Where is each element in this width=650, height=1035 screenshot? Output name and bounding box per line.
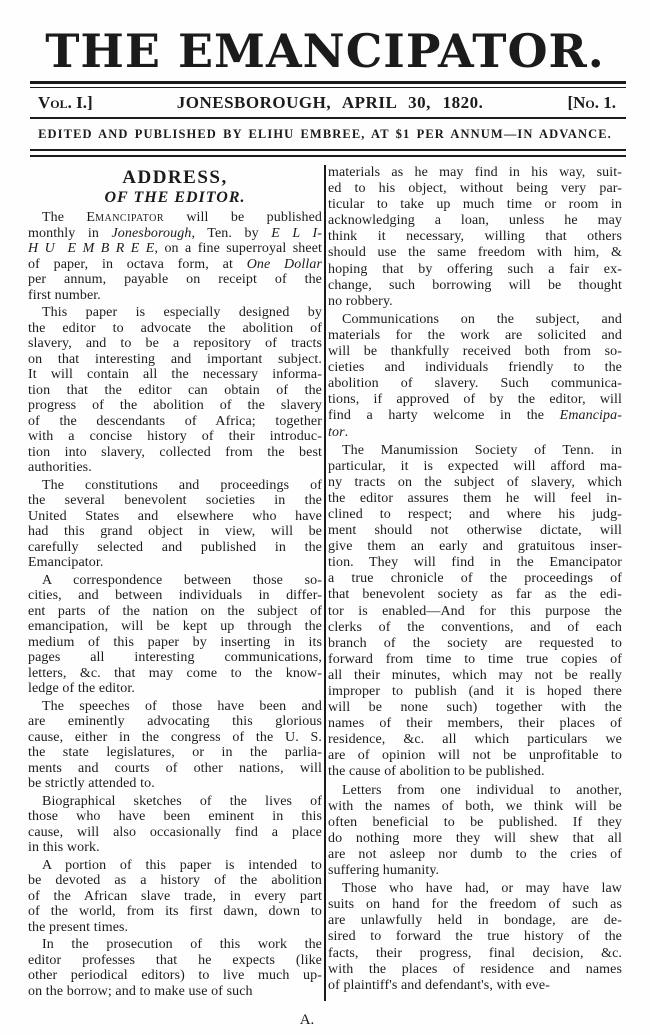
text-line: A correspondence between those so- bbox=[42, 572, 322, 588]
text-line: facts, their progress, final decision, &c. bbox=[328, 945, 622, 961]
text-line: be strictly attended to. bbox=[28, 776, 155, 791]
text-line: forward from time to time true copies of bbox=[328, 651, 622, 667]
text-line: materials for the work are solicited and bbox=[328, 327, 622, 343]
text-line: the several benevolent societies in the bbox=[28, 493, 322, 508]
text-line: pages all interesting communications, bbox=[28, 650, 322, 665]
paragraph bbox=[328, 312, 622, 441]
text-line: A portion of this paper is intended to bbox=[42, 857, 322, 873]
text-line: find a harty welcome in the Emancipa- bbox=[328, 408, 622, 424]
text-line: particular, it is expected will afford ma- bbox=[328, 458, 622, 474]
paragraph bbox=[328, 165, 622, 310]
text-line: tor. bbox=[328, 424, 349, 440]
text-line: in this work. bbox=[28, 840, 100, 855]
text-line: tion into slavery, collected from the best bbox=[28, 444, 322, 460]
paragraph bbox=[28, 210, 322, 303]
text-line: H U E M B R E E, on a fine superroyal sheet bbox=[28, 241, 322, 256]
article-body bbox=[28, 165, 626, 1001]
text-line: are unlawfully held in bondage, are de- bbox=[328, 913, 622, 929]
text-line: residence, &c. all which particulars we bbox=[328, 732, 622, 748]
text-line: first number. bbox=[28, 287, 101, 303]
volume-label: Vol. I.] bbox=[38, 93, 93, 112]
text-line: per annum, payable on receipt of the bbox=[28, 272, 322, 287]
text-line: often beneficial to be published. If they bbox=[328, 814, 622, 830]
text-line: of the world, from its first dawn, down to bbox=[28, 904, 322, 919]
text-line: hoping that by offering such a fair ex- bbox=[328, 261, 622, 277]
text-line: other periodical editors) to live much up- bbox=[28, 968, 322, 983]
issue-label: [No. 1. bbox=[567, 93, 616, 112]
text-line: had this grand object in view, will be bbox=[28, 524, 322, 539]
text-line: those who have been eminent in this bbox=[28, 809, 322, 824]
masthead-rule bbox=[30, 81, 626, 88]
text-line: medium of this paper by inserting in its bbox=[28, 634, 322, 650]
text-line: cause, will also occasionally find a place bbox=[28, 824, 322, 840]
text-line: monthly in Jonesborough, Ten. by E L I- bbox=[28, 225, 322, 241]
text-line: a true chronicle of the proceedings of bbox=[328, 571, 622, 587]
text-line: In the prosecution of this work the bbox=[42, 937, 322, 952]
text-line: tor is enabled—And for this purpose the bbox=[328, 603, 622, 619]
text-line: emancipation, will be kept up through the bbox=[28, 619, 322, 634]
text-line: Those who have had, or may have law bbox=[342, 881, 622, 897]
text-line: abolition of slavery. Such communica- bbox=[328, 376, 622, 392]
dateline bbox=[38, 93, 616, 113]
text-line: cause, either in the congress of the U. S. bbox=[28, 729, 322, 745]
paragraph bbox=[28, 699, 322, 792]
text-line: are not asleep nor dumb to the cries of bbox=[328, 846, 622, 862]
text-line: clined to respect; and where his judg- bbox=[328, 506, 622, 522]
text-line: The Emancipator will be published bbox=[42, 210, 322, 225]
text-line: ledge of the editor. bbox=[28, 681, 135, 696]
right-column bbox=[328, 165, 622, 1001]
text-line: ed to his object, without being very par- bbox=[328, 181, 622, 197]
text-line: Communications on the subject, and bbox=[342, 311, 622, 327]
text-line: should use the same freedom with him, & bbox=[328, 245, 622, 261]
text-line: are eminently advocating this glorious bbox=[28, 714, 322, 729]
paragraph bbox=[328, 783, 622, 880]
text-line: clerks of the conventions, and of each bbox=[328, 619, 622, 635]
text-line: will be none such) together with the bbox=[328, 700, 622, 716]
text-line: change, such borrowing will be thought bbox=[328, 277, 622, 293]
text-line: suits on hand for the freedom of such as bbox=[328, 897, 622, 913]
paragraph bbox=[28, 573, 322, 697]
text-line: do nothing more they will shew that all bbox=[328, 830, 622, 846]
paragraph bbox=[328, 443, 622, 781]
text-line: tions, if approved of by the editor, will bbox=[328, 392, 622, 408]
text-line: Biographical sketches of the lives of bbox=[42, 793, 322, 809]
signature-mark: A. bbox=[299, 1012, 315, 1028]
paragraph bbox=[328, 881, 622, 994]
text-line: on the borrow; and to make use of such bbox=[28, 983, 253, 999]
text-line: the editor assures them he will feel in- bbox=[328, 490, 622, 506]
text-line: are of opinion will not be unprofitable to bbox=[328, 748, 622, 764]
text-line: with the names of both, we think will be bbox=[328, 798, 622, 814]
text-line: think it necessary, willing that others bbox=[328, 229, 622, 245]
paragraph bbox=[28, 305, 322, 476]
text-line: carefully selected and published in the bbox=[28, 539, 322, 555]
text-line: all their minutes, which may not be really bbox=[328, 667, 622, 683]
text-line: the state legislatures, or in the parlia- bbox=[28, 745, 322, 760]
text-line: tion. They will find in the Emancipator bbox=[328, 555, 622, 571]
header-rule bbox=[30, 149, 626, 157]
text-line: authorities. bbox=[28, 460, 92, 475]
masthead-title: THE EMANCIPATOR. bbox=[45, 24, 605, 78]
paragraph bbox=[28, 478, 322, 571]
text-line: This paper is especially designed by bbox=[42, 305, 322, 320]
text-line: will be thankfully received both from so- bbox=[328, 344, 622, 360]
imprint-line: EDITED AND PUBLISHED BY ELIHU EMBREE, AT $1 PER ANNUM—IN ADVANCE. bbox=[38, 127, 612, 141]
text-line: United States and elsewhere who have bbox=[28, 508, 322, 524]
text-line: be devoted as a history of the abolition bbox=[28, 873, 322, 888]
text-line: acknowledging a loan, unless he may bbox=[328, 213, 622, 229]
text-line: The speeches of those have been and bbox=[42, 698, 322, 714]
text-line: improper to publish (and it is hoped there bbox=[328, 684, 622, 699]
text-line: of the African slave trade, in every part bbox=[28, 888, 322, 904]
text-line: of paper, in octava form, at One Dollar bbox=[28, 256, 322, 272]
paragraph bbox=[28, 937, 322, 999]
text-line: Emancipator. bbox=[28, 555, 104, 570]
text-line: The Manumission Society of Tenn. in bbox=[342, 442, 622, 458]
text-line: give them an early and gratuitous inser- bbox=[328, 539, 622, 555]
text-line: editor professes that he expects (like bbox=[28, 952, 322, 968]
text-line: tion that the editor can obtain of the bbox=[28, 382, 322, 398]
text-line: names of their members, their places of bbox=[328, 716, 622, 732]
dateline-rule bbox=[30, 117, 626, 119]
text-line: branch of the society are requested to bbox=[328, 635, 622, 651]
text-line: progress of the abolition of the slavery bbox=[28, 398, 322, 413]
text-line: that benevolent society as far as the edi- bbox=[328, 587, 622, 603]
text-line: letters, &c. that may come to the know- bbox=[28, 665, 322, 681]
text-line: the editor to advocate the abolition of bbox=[28, 320, 322, 336]
dateline-center: JONESBOROUGH, APRIL 30, 1820. bbox=[176, 93, 484, 112]
paragraph bbox=[28, 858, 322, 936]
text-line: The constitutions and proceedings of bbox=[42, 477, 322, 493]
text-line: ment should not otherwise dictate, will bbox=[328, 523, 622, 539]
left-column bbox=[28, 165, 322, 1001]
text-line: with a concise history of their introduc- bbox=[28, 429, 322, 444]
address-subheading: OF THE EDITOR. bbox=[104, 189, 246, 206]
text-line: It will contain all the necessary informa- bbox=[28, 367, 322, 382]
text-line: ticular to take up much time or room in bbox=[328, 197, 622, 213]
paragraph bbox=[28, 794, 322, 856]
text-line: no robbery. bbox=[328, 293, 393, 309]
text-line: the present times. bbox=[28, 919, 129, 935]
text-line: of plaintiff's and defendant's, with eve- bbox=[328, 977, 550, 993]
text-line: on that interesting and important subject. bbox=[28, 351, 322, 367]
text-line: materials as he may find in his way, suit- bbox=[328, 165, 622, 180]
text-line: ny tracts on the subject of slavery, which bbox=[328, 474, 622, 490]
text-line: Letters from one individual to another, bbox=[342, 782, 622, 798]
text-line: cieties and individuals friendly to the bbox=[328, 360, 622, 376]
text-line: suffering humanity. bbox=[328, 863, 440, 879]
text-line: of the descendants of Africa; together bbox=[28, 413, 322, 429]
text-line: ments and courts of other nations, will bbox=[28, 760, 322, 776]
text-line: with the places of residence and names bbox=[328, 961, 622, 977]
address-heading: ADDRESS, bbox=[122, 167, 228, 188]
text-line: ent parts of the nation on the subject of bbox=[28, 603, 322, 619]
text-line: slavery, and to be a repository of tracts bbox=[28, 336, 322, 351]
text-line: sired to forward the true history of the bbox=[328, 929, 622, 945]
text-line: the cause of abolition to be published. bbox=[328, 764, 545, 780]
column-divider bbox=[324, 165, 326, 1001]
text-line: cities, and between individuals in differ- bbox=[28, 588, 322, 603]
